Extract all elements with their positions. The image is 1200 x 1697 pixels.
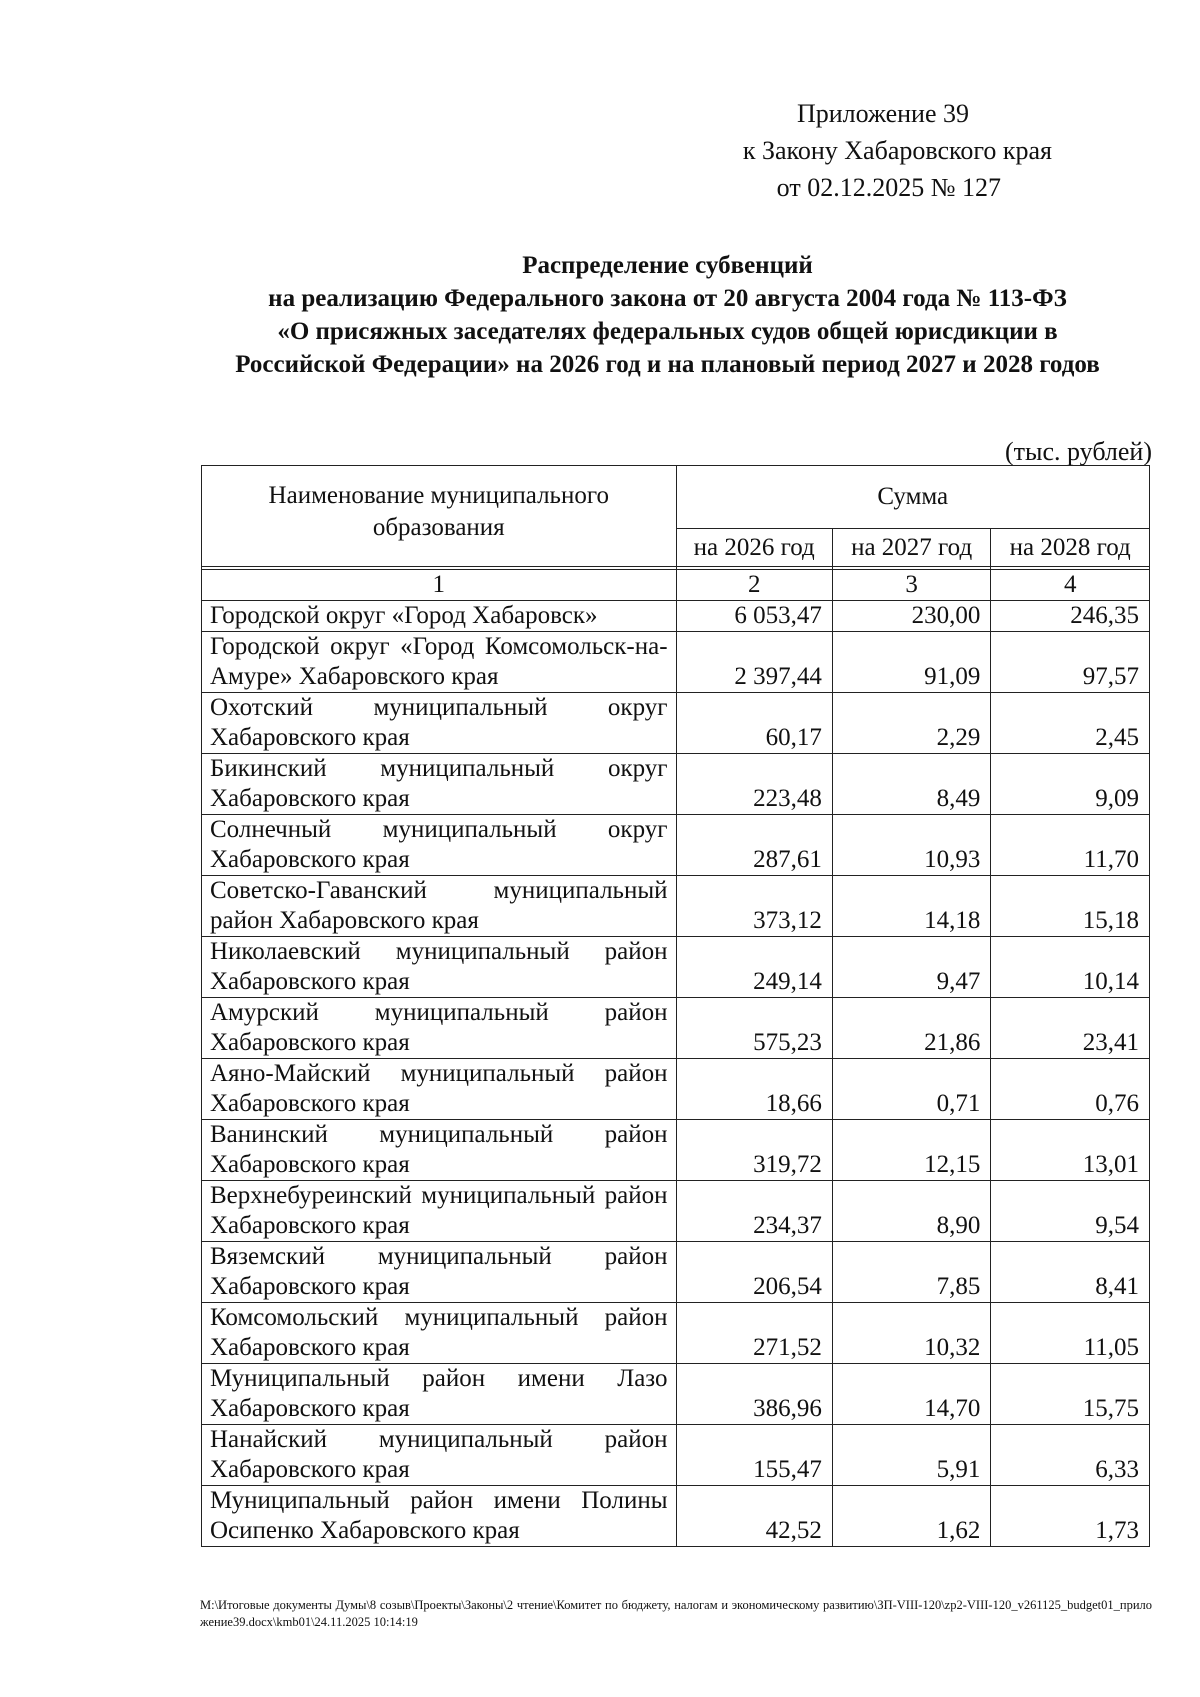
annex-reference <box>692 95 1052 206</box>
value-2026: 2 397,44 <box>676 632 832 693</box>
column-number: 4 <box>991 570 1150 601</box>
value-2027: 5,91 <box>832 1425 991 1486</box>
title-line-3: «О присяжных заседателях федеральных судов общей юрисдикции в <box>277 318 1058 345</box>
value-2028: 9,09 <box>991 754 1150 815</box>
table-row <box>202 815 1150 876</box>
table-row <box>202 1181 1150 1242</box>
municipality-name: Аяно-Майский муниципальный район Хабаровского края <box>202 1059 677 1120</box>
title-line-2: на реализацию Федерального закона от 20 августа 2004 года № 113-ФЗ <box>268 285 1067 312</box>
title-line-4: Российской Федерации» на 2026 год и на плановый период 2027 и 2028 годов <box>235 351 1100 378</box>
units-label: (тыс. рублей) <box>1004 437 1152 466</box>
value-2028: 9,54 <box>991 1181 1150 1242</box>
value-2028: 1,73 <box>991 1486 1150 1547</box>
value-2026: 234,37 <box>676 1181 832 1242</box>
municipality-name: Городской округ «Город Комсомольск-на-Амуре» Хабаровского края <box>202 632 677 693</box>
table-row <box>202 998 1150 1059</box>
header-year-2026: на 2026 год <box>676 529 832 567</box>
value-2026: 575,23 <box>676 998 832 1059</box>
municipality-name: Бикинский муниципальный округ Хабаровского края <box>202 754 677 815</box>
value-2027: 10,93 <box>832 815 991 876</box>
value-2028: 11,05 <box>991 1303 1150 1364</box>
value-2026: 249,14 <box>676 937 832 998</box>
value-2026: 271,52 <box>676 1303 832 1364</box>
value-2027: 10,32 <box>832 1303 991 1364</box>
value-2027: 0,71 <box>832 1059 991 1120</box>
header-sum: Сумма <box>676 466 1149 529</box>
value-2027: 91,09 <box>832 632 991 693</box>
table-row <box>202 693 1150 754</box>
municipality-name: Охотский муниципальный округ Хабаровского края <box>202 693 677 754</box>
value-2028: 2,45 <box>991 693 1150 754</box>
table-row <box>202 1120 1150 1181</box>
municipality-name: Николаевский муниципальный район Хабаровского края <box>202 937 677 998</box>
table-row <box>202 601 1150 632</box>
table-row <box>202 1486 1150 1547</box>
value-2027: 21,86 <box>832 998 991 1059</box>
municipality-name: Ванинский муниципальный район Хабаровского края <box>202 1120 677 1181</box>
municipality-name: Комсомольский муниципальный район Хабаровского края <box>202 1303 677 1364</box>
column-number: 3 <box>832 570 991 601</box>
value-2028: 97,57 <box>991 632 1150 693</box>
value-2026: 155,47 <box>676 1425 832 1486</box>
value-2026: 287,61 <box>676 815 832 876</box>
value-2026: 373,12 <box>676 876 832 937</box>
value-2026: 42,52 <box>676 1486 832 1547</box>
column-number: 2 <box>676 570 832 601</box>
annex-number: Приложение 39 <box>796 99 969 128</box>
value-2028: 8,41 <box>991 1242 1150 1303</box>
table-row <box>202 1303 1150 1364</box>
table-row <box>202 754 1150 815</box>
table-row <box>202 937 1150 998</box>
value-2027: 14,18 <box>832 876 991 937</box>
municipality-name: Нанайский муниципальный район Хабаровского края <box>202 1425 677 1486</box>
table-row <box>202 1242 1150 1303</box>
municipality-name: Муниципальный район имени Лазо Хабаровского края <box>202 1364 677 1425</box>
municipality-name: Муниципальный район имени Полины Осипенко Хабаровского края <box>202 1486 677 1547</box>
municipality-name: Советско-Гаванский муниципальный район Хабаровского края <box>202 876 677 937</box>
table-row <box>202 1364 1150 1425</box>
municipality-name: Солнечный муниципальный округ Хабаровского края <box>202 815 677 876</box>
value-2028: 6,33 <box>991 1425 1150 1486</box>
value-2027: 1,62 <box>832 1486 991 1547</box>
value-2027: 12,15 <box>832 1120 991 1181</box>
value-2026: 60,17 <box>676 693 832 754</box>
file-path-footer: М:\Итоговые документы Думы\8 созыв\Проекты\Законы\2 чтение\Комитет по бюджету, налогам и экономическому развитию\ЗП-VIII-120\zp2-VIII-120_v261125_budget01_приложение39.docx\kmb01\24.11.2025 10:14:19 <box>200 1598 1152 1629</box>
value-2028: 246,35 <box>991 601 1150 632</box>
table-row <box>202 1425 1150 1486</box>
value-2026: 6 053,47 <box>676 601 832 632</box>
value-2028: 15,75 <box>991 1364 1150 1425</box>
value-2027: 9,47 <box>832 937 991 998</box>
title-line-1: Распределение субвенций <box>522 252 813 279</box>
municipality-name: Вяземский муниципальный район Хабаровского края <box>202 1242 677 1303</box>
column-number: 1 <box>202 570 677 601</box>
value-2026: 18,66 <box>676 1059 832 1120</box>
municipality-name: Верхнебуреинский муниципальный район Хабаровского края <box>202 1181 677 1242</box>
value-2027: 7,85 <box>832 1242 991 1303</box>
header-year-2027: на 2027 год <box>832 529 991 567</box>
document-title <box>200 249 1135 381</box>
annex-law: к Закону Хабаровского края <box>742 136 1052 165</box>
value-2026: 386,96 <box>676 1364 832 1425</box>
value-2028: 0,76 <box>991 1059 1150 1120</box>
value-2028: 13,01 <box>991 1120 1150 1181</box>
table-row <box>202 1059 1150 1120</box>
header-municipality: Наименование муниципального образования <box>202 466 677 567</box>
value-2027: 14,70 <box>832 1364 991 1425</box>
value-2028: 23,41 <box>991 998 1150 1059</box>
value-2026: 319,72 <box>676 1120 832 1181</box>
header-year-2028: на 2028 год <box>991 529 1150 567</box>
annex-date: от 02.12.2025 № 127 <box>776 173 1001 202</box>
value-2028: 11,70 <box>991 815 1150 876</box>
municipality-name: Амурский муниципальный район Хабаровского края <box>202 998 677 1059</box>
column-number-row <box>202 570 1150 601</box>
value-2027: 2,29 <box>832 693 991 754</box>
table-row <box>202 632 1150 693</box>
value-2027: 8,49 <box>832 754 991 815</box>
value-2027: 8,90 <box>832 1181 991 1242</box>
subventions-table <box>201 465 1150 1547</box>
value-2028: 10,14 <box>991 937 1150 998</box>
value-2026: 206,54 <box>676 1242 832 1303</box>
value-2027: 230,00 <box>832 601 991 632</box>
value-2026: 223,48 <box>676 754 832 815</box>
table-row <box>202 876 1150 937</box>
value-2028: 15,18 <box>991 876 1150 937</box>
municipality-name: Городской округ «Город Хабаровск» <box>202 601 677 632</box>
